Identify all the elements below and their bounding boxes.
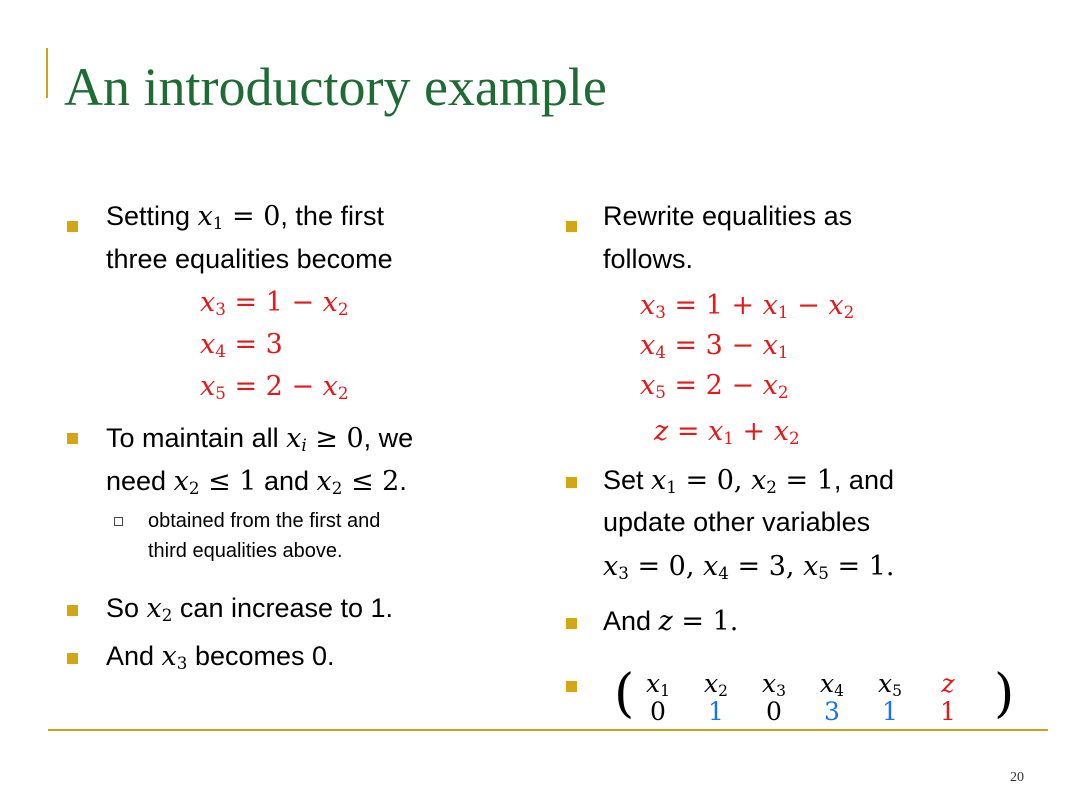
sub-bullet-marker — [114, 517, 123, 526]
matrix-value-z: 1 — [940, 697, 956, 726]
left-bullet-4: And $x_3$ becomes 0. — [106, 641, 335, 674]
matrix-right-paren: ) — [994, 664, 1015, 724]
matrix-column — [638, 670, 678, 726]
matrix-header-x3: $x_3$ — [762, 669, 786, 700]
math-x1-eq-0: $x_1 = 0$ — [197, 201, 281, 234]
matrix-value-x5: 1 — [882, 697, 898, 726]
matrix-column — [870, 670, 910, 726]
bullet-marker — [566, 681, 577, 692]
math-x2-leq-2: $x_2 \le 2$ — [316, 466, 400, 499]
math-x1-0-x2-1: $x_1 = 0$, $x_2 = 1$ — [651, 465, 834, 498]
left-sub-bullet-line-1: obtained from the first and — [148, 510, 381, 532]
math-x3: $x_3$ — [161, 641, 188, 674]
left-bullet-2-line-1: To maintain all $x_i \ge 0$, we — [106, 423, 414, 456]
math-x2: $x_2$ — [146, 593, 173, 626]
slide-title: An introductory example — [64, 57, 607, 117]
left-equation-x5: $x_5 = 2 - x_2$ — [200, 371, 349, 404]
matrix-column — [696, 670, 736, 726]
matrix-header-x2: $x_2$ — [704, 669, 728, 700]
matrix-header-x5: $x_5$ — [878, 669, 902, 700]
math-xi-geq-0: $x_i \ge 0$ — [286, 423, 364, 456]
left-bullet-3: So $x_2$ can increase to 1. — [106, 593, 394, 626]
bullet-marker — [67, 433, 78, 444]
math-z-eq-1: z = 1. — [658, 606, 739, 637]
right-bullet-1-line-2: follows. — [603, 244, 694, 274]
matrix-column — [928, 670, 968, 726]
right-bullet-1-line-1: Rewrite equalities as — [603, 201, 853, 231]
bullet-marker — [566, 477, 577, 488]
bullet-marker — [67, 653, 78, 664]
bullet-marker — [67, 221, 78, 232]
left-sub-bullet-line-2: third equalities above. — [148, 540, 343, 562]
left-bullet-1-line-2: three equalities become — [106, 244, 393, 274]
matrix-header-x4: $x_4$ — [820, 669, 844, 700]
frame-bottom-line — [48, 729, 1048, 731]
right-bullet-3: And z = 1. — [603, 606, 739, 637]
matrix-left-paren: ( — [614, 664, 635, 724]
math-x2-leq-1: $x_2 \le 1$ — [173, 466, 257, 499]
frame-vertical-line — [46, 48, 48, 98]
left-equation-x4: $x_4 = 3$ — [200, 329, 283, 362]
matrix-value-x4: 3 — [824, 697, 840, 726]
matrix-value-x1: 0 — [650, 697, 666, 726]
right-equation-x4: $x_4 = 3 - x_1$ — [640, 330, 789, 363]
math-updated-values: $x_3 = 0$, $x_4 = 3$, $x_5 = 1$. — [603, 551, 895, 584]
bullet-marker — [566, 221, 577, 232]
left-bullet-2-line-2: need $x_2 \le 1$ and $x_2 \le 2$. — [106, 466, 407, 499]
right-bullet-2-line-2: update other variables — [603, 507, 871, 537]
right-equation-x5: $x_5 = 2 - x_2$ — [640, 370, 789, 403]
matrix-header-x1: $x_1$ — [646, 669, 670, 700]
left-bullet-1-line-1: Setting $x_1 = 0$, the first — [106, 201, 384, 234]
right-equation-x3: $x_3 = 1 + x_1 - x_2$ — [640, 290, 855, 323]
bullet-marker — [67, 605, 78, 616]
matrix-value-x2: 1 — [708, 697, 724, 726]
right-equation-z: $z = x_1 + x_2$ — [654, 416, 800, 449]
right-bullet-2-line-1: Set $x_1 = 0$, $x_2 = 1$, and — [603, 465, 894, 498]
matrix-column — [754, 670, 794, 726]
bullet-marker — [566, 618, 577, 629]
left-equation-x3: $x_3 = 1 - x_2$ — [200, 287, 349, 320]
matrix-value-x3: 0 — [766, 697, 782, 726]
matrix-header-z: z — [941, 669, 955, 698]
page-number: 20 — [1010, 770, 1024, 785]
matrix-column — [812, 670, 852, 726]
